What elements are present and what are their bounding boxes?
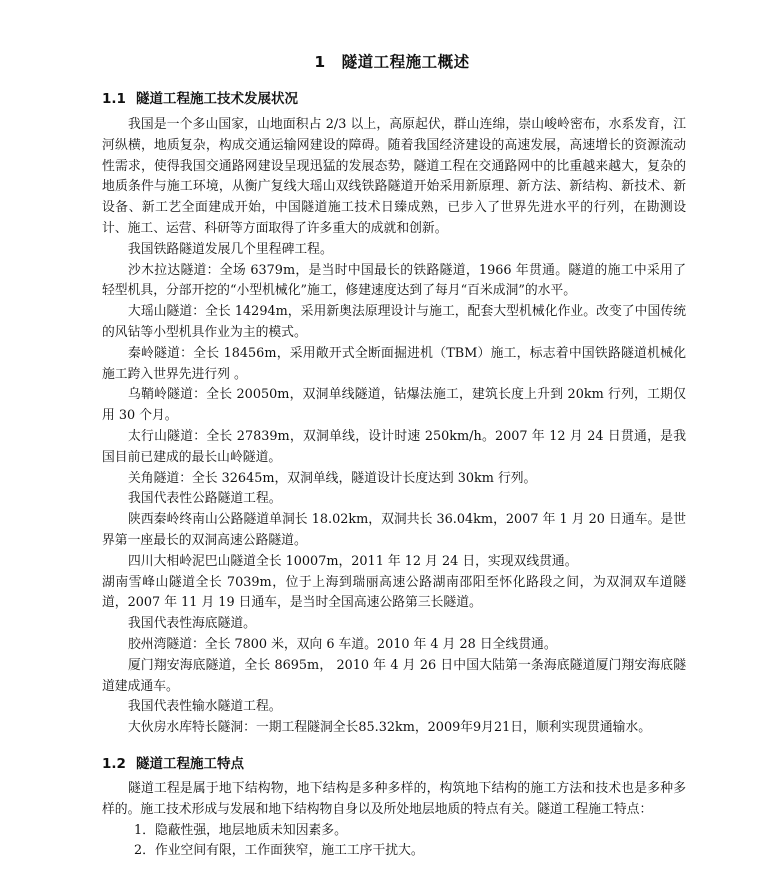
paragraph: 厦门翔安海底隧道，全长 8695m， 2010 年 4 月 26 日中国大陆第一条海底隧道厦门翔安海底隧道建成通车。 (102, 657, 686, 694)
section-heading-1-1 (102, 87, 298, 107)
paragraph: 秦岭隧道：全长 18456m，采用敞开式全断面掘进机（TBM）施工，标志着中国铁路隧道机械化施工跨入世界先进行列 。 (102, 345, 686, 382)
paragraph: 我国铁路隧道发展几个里程碑工程。 (128, 241, 333, 257)
section-1-1-body (102, 115, 686, 739)
section-title-text: 隧道工程施工技术发展状况 (136, 91, 298, 107)
paragraph: 大瑶山隧道：全长 14294m，采用新奥法原理设计与施工，配套大型机械化作业。改变了中国传统的风钻等小型机具作业为主的模式。 (102, 304, 686, 340)
paragraph: 胶州湾隧道：全长 7800 米，双向 6 车道。2010 年 4 月 28 日全线贯通。 (128, 636, 557, 652)
section-number: 1.2 (102, 756, 126, 772)
section-number: 1.1 (102, 91, 126, 107)
paragraph: 四川大相岭泥巴山隧道全长 10007m，2011 年 12 月 24 日，实现双线贯通。 (128, 553, 578, 569)
paragraph: 太行山隧道：全长 27839m，双洞单线，设计时速 250km/h。2007 年 12 月 24 日贯通，是我国目前已建成的最长山岭隧道。 (102, 428, 686, 465)
list-item: 2．作业空间有限，工作面狭窄，施工工序干扰大。 (134, 843, 424, 859)
section-heading-1-2 (102, 752, 244, 772)
paragraph: 大伙房水库特长隧洞：一期工程隧洞全长85.32km，2009年9月21日，顺利实现贯通输水。 (128, 720, 652, 736)
section-1-2-body (102, 779, 686, 862)
paragraph: 乌鞘岭隧道：全长 20050m，双洞单线隧道，钻爆法施工，建筑长度上升到 20km 行列，工期仅用 30 个月。 (102, 387, 686, 424)
paragraph: 我国代表性公路隧道工程。 (128, 491, 282, 507)
paragraph: 关角隧道：全长 32645m，双洞单线，隧道设计长度达到 30km 行列。 (128, 470, 537, 486)
paragraph: 我国代表性海底隧道。 (128, 616, 256, 632)
section-title-text: 隧道工程施工特点 (136, 756, 244, 772)
paragraph: 我国代表性输水隧道工程。 (128, 699, 282, 715)
list-item: 1．隐蔽性强，地层地质未知因素多。 (134, 822, 347, 838)
paragraph: 陕西秦岭终南山公路隧道单洞长 18.02km，双洞共长 36.04km，2007 年 1 月 20 日通车。是世界第一座最长的双洞高速公路隧道。 (102, 512, 686, 548)
paragraph: 我国是一个多山国家，山地面积占 2/3 以上，高原起伏，群山连绵，崇山峻岭密布，水系发育，江河纵横，地质复杂，构成交通运输网建设的障碍。随着我国经济建设的高速发展，高速增长的资源流动性需求，使得我国交通路网建设呈现迅猛的发展态势，隧道工程在交通路网中的比重越来越大，复杂的地质条件与施工环境，从衡广复线大瑶山双线铁路隧道开始采用新原理、新方法、新结构、新技术、新设备、新工艺全面建成开始，中国隧道施工技术日臻成熟，已步入了世界先进水平的行列，在勘测设计、施工、运营、科研等方面取得了许多重大的成就和创新。 (102, 117, 686, 236)
paragraph: 湖南雪峰山隧道全长 7039m，位于上海到瑞丽高速公路湖南邵阳至怀化路段之间，为双洞双车道隧道，2007 年 11 月 19 日通车，是当时全国高速公路第三长隧道。 (102, 574, 686, 611)
paragraph: 隧道工程是属于地下结构物，地下结构是多种多样的，构筑地下结构的施工方法和技术也是多种多样的。施工技术形成与发展和地下结构物自身以及所处地层地质的特点有关。隧道工程施工特点： (102, 781, 686, 817)
chapter-title: 1 隧道工程施工概述 (314, 53, 470, 71)
paragraph: 沙木拉达隧道：全场 6379m，是当时中国最长的铁路隧道，1966 年贯通。隧道的施工中采用了轻型机具，分部开挖的“小型机械化”施工，修建速度达到了每月“百米成洞”的水平。 (102, 262, 686, 299)
